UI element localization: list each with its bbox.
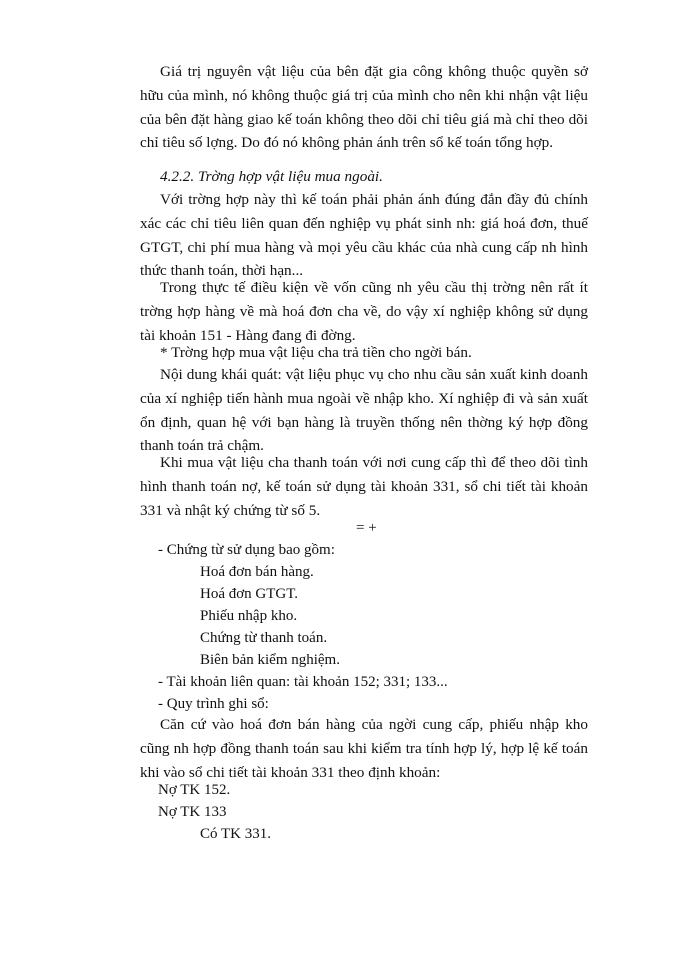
- document-item: Biên bản kiểm nghiệm.: [200, 652, 340, 668]
- accounts-line: - Tài khoản liên quan: tài khoản 152; 331; 133...: [158, 674, 448, 690]
- paragraph-1: Giá trị nguyên vật liệu của bên đặt gia công không thuộc quyền sở hữu của mình, nó không thuộc giá trị của mình cho nên khi nhận vật liệu của bên đặt hàng giao kế toán không theo dõi chỉ tiêu giá mà chỉ theo dõi chỉ tiêu số lợng. Do đó nó không phản ánh trên sổ kế toán tổng hợp.: [140, 63, 588, 152]
- section-heading: 4.2.2. Trờng hợp vật liệu mua ngoài.: [160, 168, 383, 185]
- paragraph-7: Căn cứ vào hoá đơn bán hàng của ngời cung cấp, phiếu nhập kho cũng nh hợp đồng thanh toán sau khi kiểm tra tính hợp lý, hợp lệ kế toán khi vào sổ chi tiết tài khoản 331 theo định khoản:: [140, 716, 588, 781]
- paragraph-2: Với trờng hợp này thì kế toán phải phản ánh đúng đắn đầy đủ chính xác các chỉ tiêu liên quan đến nghiệp vụ phát sinh nh: giá hoá đơn, thuế GTGT, chi phí mua hàng và mọi yêu cầu khác của nhà cung cấp nh hình thức thanh toán, thời hạn...: [140, 191, 588, 280]
- formula: = +: [356, 520, 377, 536]
- document-item: Hoá đơn bán hàng.: [200, 564, 314, 580]
- documents-label: - Chứng từ sử dụng bao gồm:: [158, 542, 335, 558]
- entry-debit-152: Nợ TK 152.: [158, 782, 231, 798]
- paragraph-4: * Trờng hợp mua vật liệu cha trả tiền cho ngời bán.: [160, 344, 472, 361]
- paragraph-5: Nội dung khái quát: vật liệu phục vụ cho nhu cầu sản xuất kinh doanh của xí nghiệp tiến hành mua ngoài về nhập kho. Xí nghiệp đi và sản xuất ổn định, quan hệ với bạn hàng là truyền thống nên thờng ký hợp đồng thanh toán trả chậm.: [140, 366, 588, 455]
- document-item: Chứng từ thanh toán.: [200, 630, 328, 646]
- paragraph-3: Trong thực tế điều kiện về vốn cũng nh yêu cầu thị trờng nên rất ít trờng hợp hàng về mà hoá đơn cha về, do vậy xí nghiệp không sử dụng tài khoản 151 - Hàng đang đi đờng.: [140, 279, 588, 344]
- document-item: Hoá đơn GTGT.: [200, 586, 299, 602]
- paragraph-6: Khi mua vật liệu cha thanh toán với nơi cung cấp thì để theo dõi tình hình thanh toán nợ, kế toán sử dụng tài khoản 331, sổ chi tiết tài khoản 331 và nhật ký chứng từ số 5.: [140, 454, 588, 519]
- entry-credit-331: Có TK 331.: [200, 826, 271, 842]
- process-line: - Quy trình ghi sổ:: [158, 696, 269, 712]
- document-item: Phiếu nhập kho.: [200, 608, 298, 624]
- entry-debit-133: Nợ TK 133: [158, 804, 227, 820]
